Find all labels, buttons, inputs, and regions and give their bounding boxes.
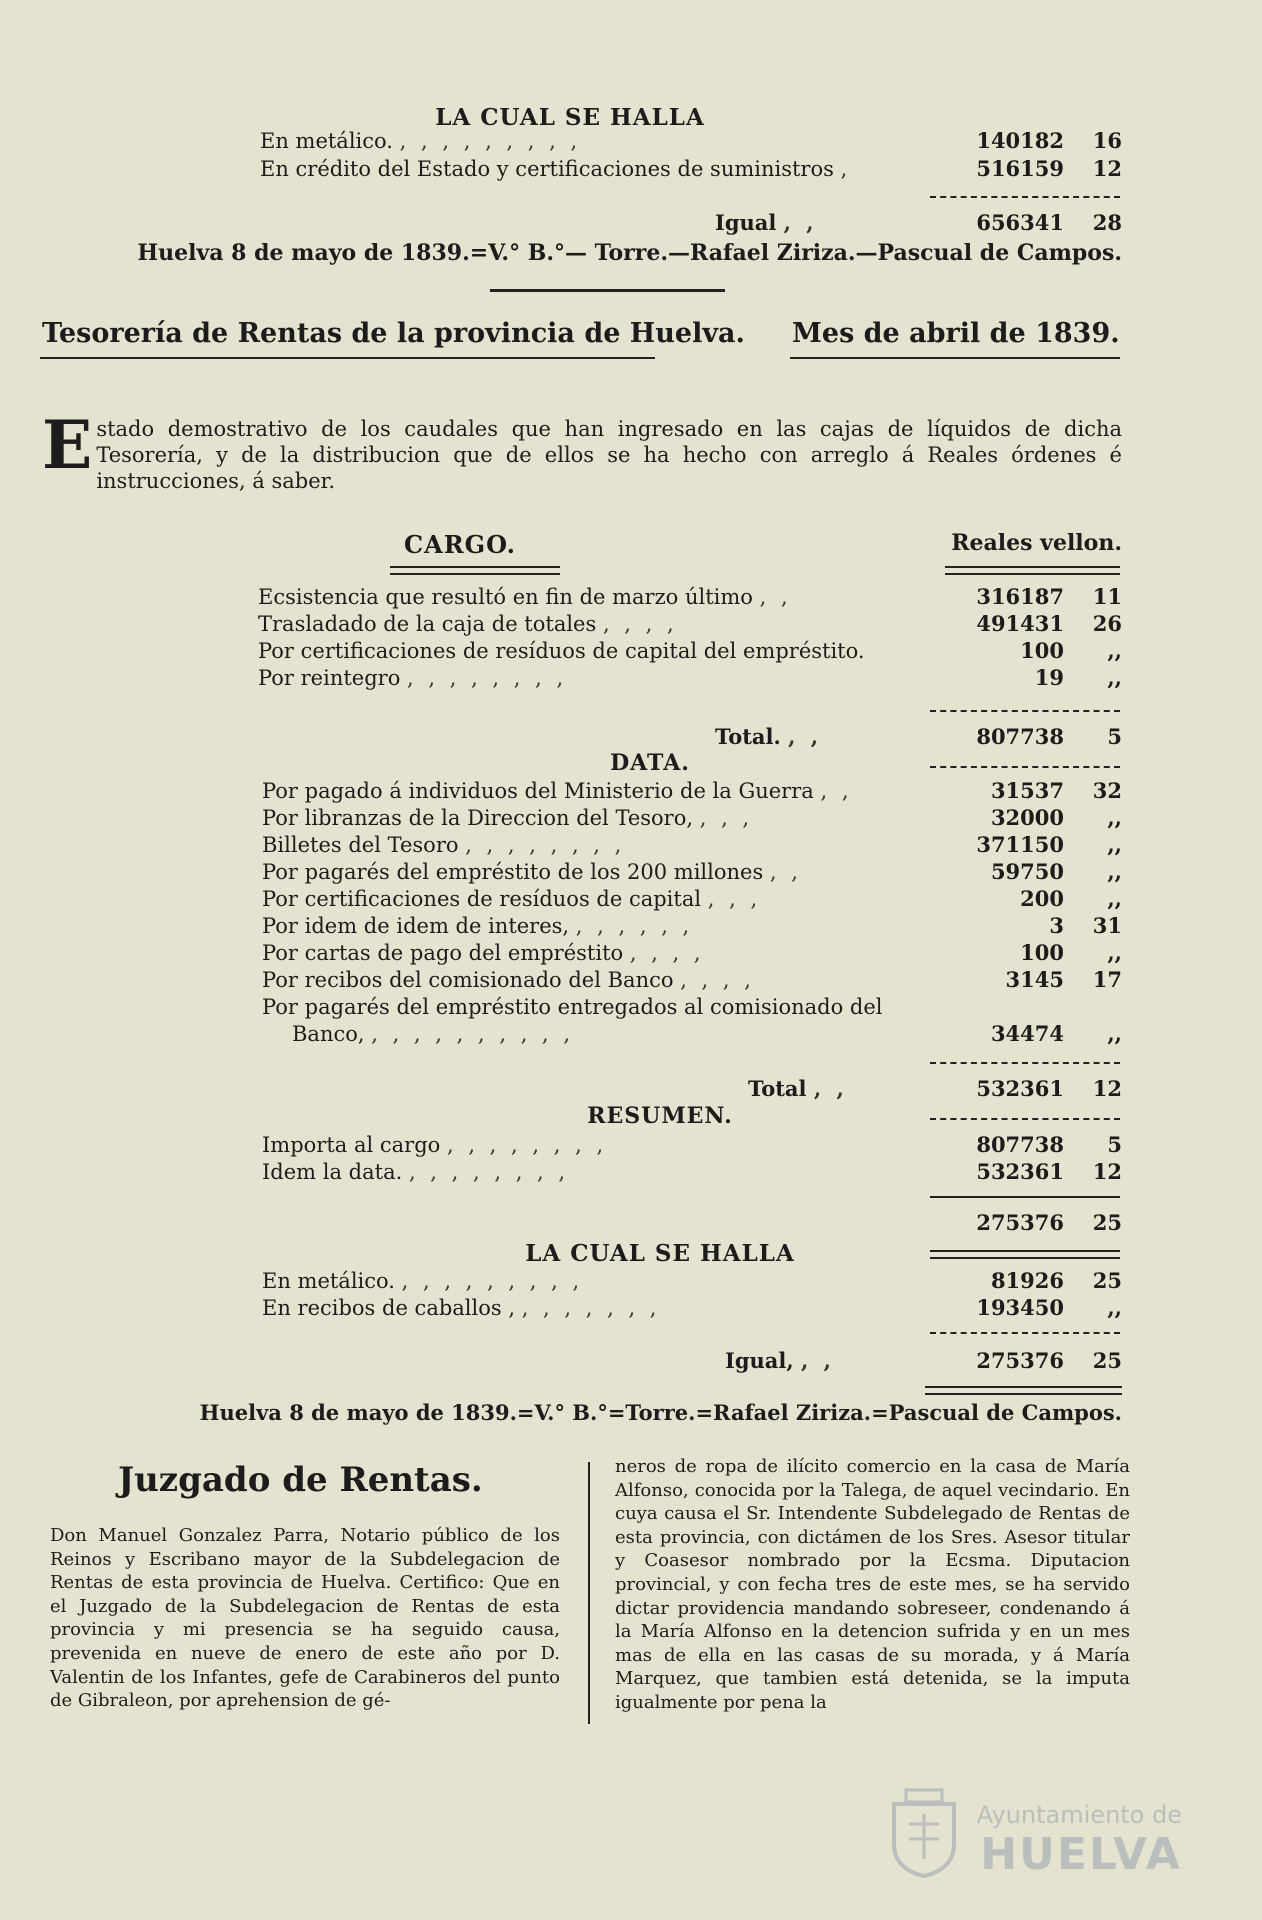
total-label: Igual — [715, 210, 777, 235]
data-row-0 — [262, 778, 1122, 804]
treasury-title: Tesorería de Rentas de la provincia de Huelva. — [42, 318, 745, 349]
double-rule — [925, 1386, 1122, 1395]
row-dots: , , , , — [629, 941, 705, 965]
row-dots: , , , , , , — [575, 914, 694, 938]
sum-rule — [930, 710, 1120, 712]
row-label: Banco, — [292, 1022, 365, 1046]
sum-rule — [930, 1332, 1120, 1334]
watermark-line2: HUELVA — [980, 1829, 1182, 1880]
row-dots: , , — [783, 210, 818, 235]
cargo-row-1 — [258, 611, 1122, 637]
row-dots: , , , , , , , , , — [401, 1269, 584, 1293]
total-cents: 5 — [1107, 724, 1122, 749]
row-amount: 100 — [1020, 638, 1064, 663]
halla2-signature: Huelva 8 de mayo de 1839.=V.° B.°=Torre.=Rafael Ziriza.=Pascual de Campos. — [199, 1400, 1122, 1425]
row-amount: 316187 — [976, 584, 1064, 609]
total-label: Total. — [715, 724, 781, 749]
row-cents: 32 — [1092, 778, 1122, 803]
row-amount: 19 — [1034, 665, 1064, 690]
row-dots: , , — [800, 1348, 835, 1373]
row-amount: 100 — [1020, 940, 1064, 965]
row-amount: 200 — [1020, 886, 1064, 911]
row-dots: , , , , — [602, 612, 678, 636]
data-row-1 — [262, 805, 1122, 831]
row-dots: , , , , — [680, 968, 755, 992]
row-dots: , , , , , , , , , , — [371, 1022, 575, 1046]
row-label: Por pagarés del empréstito de los 200 millones — [262, 860, 764, 884]
intro-text: stado demostrativo de los caudales que han ingresado en las cajas de líquidos de dicha Tesorería, y de la distribucion que de ellos se ha hecho con arreglo á Reales órdenes é instrucciones, á saber. — [96, 417, 1122, 493]
row-cents: ,, — [1107, 859, 1122, 884]
double-rule — [945, 566, 1120, 575]
net-amount: 275376 — [976, 1210, 1064, 1235]
row-label: En crédito del Estado y certificaciones de suministros — [260, 157, 834, 181]
row-amount: 807738 — [976, 1132, 1064, 1157]
row-dots: , , — [820, 779, 853, 803]
row-amount: 59750 — [990, 859, 1064, 884]
row-label: Por idem de idem de interes, — [262, 914, 570, 938]
halla2-row-1 — [262, 1295, 1122, 1321]
row-amount: 193450 — [976, 1295, 1064, 1320]
row-cents: ,, — [1107, 665, 1122, 690]
row-label: Billetes del Tesoro — [262, 833, 459, 857]
total-amount: 275376 — [976, 1348, 1064, 1373]
column-divider — [588, 1462, 590, 1724]
row-cents: ,, — [1107, 1021, 1122, 1046]
column-heading: Reales vellon. — [951, 530, 1122, 556]
total-cents: 28 — [1092, 210, 1122, 235]
header-underline-left — [40, 357, 655, 359]
row-amount: 516159 — [976, 156, 1064, 181]
sum-rule — [930, 196, 1120, 198]
sum-rule — [930, 766, 1120, 768]
halla2-heading: LA CUAL SE HALLA — [525, 1240, 795, 1267]
row-label: Ecsistencia que resultó en fin de marzo último — [258, 585, 753, 609]
sum-rule — [930, 1196, 1120, 1198]
total-amount: 656341 — [976, 210, 1064, 235]
halla2-row-0 — [262, 1268, 1122, 1294]
month-title: Mes de abril de 1839. — [792, 318, 1120, 349]
drop-cap: E — [42, 406, 93, 484]
juzgado-right-column: neros de ropa de ilícito comercio en la casa de María Alfonso, conocida por la Talega, de aquel vecindario. En cuya causa el Sr. Intendente Subdelegado de Rentas de esta provincia, con dictámen de los Sres. Asesor titular y Coasesor nombrado por la Ecsma. Diputacion provincial, y con fecha tres de este mes, se ha servido dictar providencia mandando sobreseer, condenando á la María Alfonso en la detencion sufrida y en un mes mas de ella en las casas de su morada, y á María Marquez, que tambien está detenida, se la imputa igualmente por pena la — [615, 1456, 1130, 1713]
row-dots: , , , , , , , — [521, 1296, 661, 1320]
row-amount: 3145 — [1005, 967, 1064, 992]
row-amount: 31537 — [990, 778, 1064, 803]
row-amount: 3 — [1049, 913, 1064, 938]
row-amount: 371150 — [976, 832, 1064, 857]
row-dots: , — [840, 157, 852, 181]
row-dots: , , — [759, 585, 792, 609]
row-dots: , , — [813, 1076, 848, 1101]
total-amount: 807738 — [976, 724, 1064, 749]
total-label: Total — [748, 1076, 807, 1101]
row-dots: , , , — [699, 806, 754, 830]
total-cents: 12 — [1092, 1076, 1122, 1101]
row-cents: 17 — [1092, 967, 1122, 992]
archive-watermark — [884, 1784, 1182, 1880]
data-row-5 — [262, 913, 1122, 939]
data-row-2 — [262, 832, 1122, 858]
double-rule — [390, 566, 560, 575]
row-dots: , , , , , , , , — [408, 1160, 570, 1184]
row-cents: ,, — [1107, 1295, 1122, 1320]
watermark-line1: Ayuntamiento de — [976, 1801, 1182, 1829]
halla2-total-row — [725, 1348, 1122, 1374]
total-label: Igual, — [725, 1348, 794, 1373]
row-label: Por pagarés del empréstito entregados al comisionado del — [262, 995, 883, 1019]
row-amount: 491431 — [976, 611, 1064, 636]
cargo-heading: CARGO. — [403, 530, 517, 559]
row-label: Idem la data. — [262, 1160, 403, 1184]
cargo-row-2 — [258, 638, 1122, 664]
net-cents: 25 — [1092, 1210, 1122, 1235]
cargo-total-row — [715, 724, 1122, 750]
row-cents: ,, — [1107, 832, 1122, 857]
cargo-row-0 — [258, 584, 1122, 610]
row-cents: 12 — [1092, 156, 1122, 181]
row-cents: 12 — [1092, 1159, 1122, 1184]
row-label: Por recibos del comisionado del Banco — [262, 968, 674, 992]
row-amount: 140182 — [976, 128, 1064, 153]
row-cents: 5 — [1107, 1132, 1122, 1157]
top-total-row — [715, 210, 1122, 236]
resumen-row-0 — [262, 1132, 1122, 1158]
juzgado-left-column: Don Manuel Gonzalez Parra, Notario público de los Reinos y Escribano mayor de la Subdelegacion de Rentas de esta provincia de Huelva. Certifico: Que en el Juzgado de la Subdelegacion de Rentas de esta provincia y mi presencia se ha seguido causa, prevenida en nueve de enero de este año por D. Valentin de los Infantes, gefe de Carabineros del punto de Gibraleon, por aprehension de gé- — [50, 1525, 560, 1712]
row-cents: 31 — [1092, 913, 1122, 938]
row-cents: ,, — [1107, 638, 1122, 663]
resumen-heading: RESUMEN. — [587, 1103, 733, 1129]
row-label: Importa al cargo — [262, 1133, 441, 1157]
row-amount: 532361 — [976, 1159, 1064, 1184]
row-label: En recibos de caballos , — [262, 1296, 516, 1320]
row-amount: 34474 — [990, 1021, 1064, 1046]
row-label: Por certificaciones de resíduos de capital — [262, 887, 702, 911]
top-row-credito — [260, 156, 1122, 182]
row-dots: , , , , , , , , — [465, 833, 626, 857]
divider — [490, 289, 725, 292]
total-cents: 25 — [1092, 1348, 1122, 1373]
sum-rule — [930, 1118, 1120, 1120]
juzgado-title: Juzgado de Rentas. — [118, 1460, 483, 1500]
row-dots: , , , — [707, 887, 762, 911]
row-cents: ,, — [1107, 886, 1122, 911]
data-multiline-row-line1 — [262, 994, 1122, 1020]
top-signature: Huelva 8 de mayo de 1839.=V.° B.°— Torre.—Rafael Ziriza.—Pascual de Campos. — [137, 240, 1122, 266]
row-dots: , , , , , , , , — [407, 666, 568, 690]
top-row-metalico — [260, 128, 1122, 154]
intro-paragraph — [42, 406, 1122, 494]
row-dots: , , — [788, 724, 823, 749]
row-dots: , , , , , , , , , — [399, 129, 582, 153]
row-label: Por pagado á individuos del Ministerio de la Guerra — [262, 779, 814, 803]
row-amount: 81926 — [990, 1268, 1064, 1293]
data-row-6 — [262, 940, 1122, 966]
row-label: En metálico. — [260, 129, 393, 153]
row-label: Trasladado de la caja de totales — [258, 612, 597, 636]
row-amount: 32000 — [990, 805, 1064, 830]
row-cents: 26 — [1092, 611, 1122, 636]
row-dots: , , , , , , , , — [446, 1133, 608, 1157]
row-label: Por libranzas de la Direccion del Tesoro, — [262, 806, 694, 830]
row-cents: 16 — [1092, 128, 1122, 153]
resumen-net-row — [930, 1210, 1122, 1236]
resumen-row-1 — [262, 1159, 1122, 1185]
total-amount: 532361 — [976, 1076, 1064, 1101]
reales-heading — [930, 530, 1122, 556]
row-cents: 11 — [1092, 584, 1122, 609]
data-row-4 — [262, 886, 1122, 912]
top-heading: LA CUAL SE HALLA — [435, 104, 705, 131]
data-row-3 — [262, 859, 1122, 885]
sum-rule — [930, 1062, 1120, 1064]
cargo-row-3 — [258, 665, 1122, 691]
coat-of-arms-icon — [884, 1784, 964, 1880]
row-label: En metálico. — [262, 1269, 395, 1293]
row-cents: 25 — [1092, 1268, 1122, 1293]
row-label: Por certificaciones de resíduos de capital del empréstito. — [258, 639, 865, 663]
row-cents: ,, — [1107, 805, 1122, 830]
data-row-7 — [262, 967, 1122, 993]
data-total-row — [748, 1076, 1122, 1102]
data-multiline-row-line2 — [292, 1021, 1122, 1047]
row-dots: , , — [769, 860, 802, 884]
header-underline-right — [790, 357, 1120, 359]
double-rule — [930, 1250, 1120, 1259]
row-label: Por reintegro — [258, 666, 401, 690]
row-label: Por cartas de pago del empréstito — [262, 941, 624, 965]
data-heading: DATA. — [610, 750, 690, 776]
row-cents: ,, — [1107, 940, 1122, 965]
